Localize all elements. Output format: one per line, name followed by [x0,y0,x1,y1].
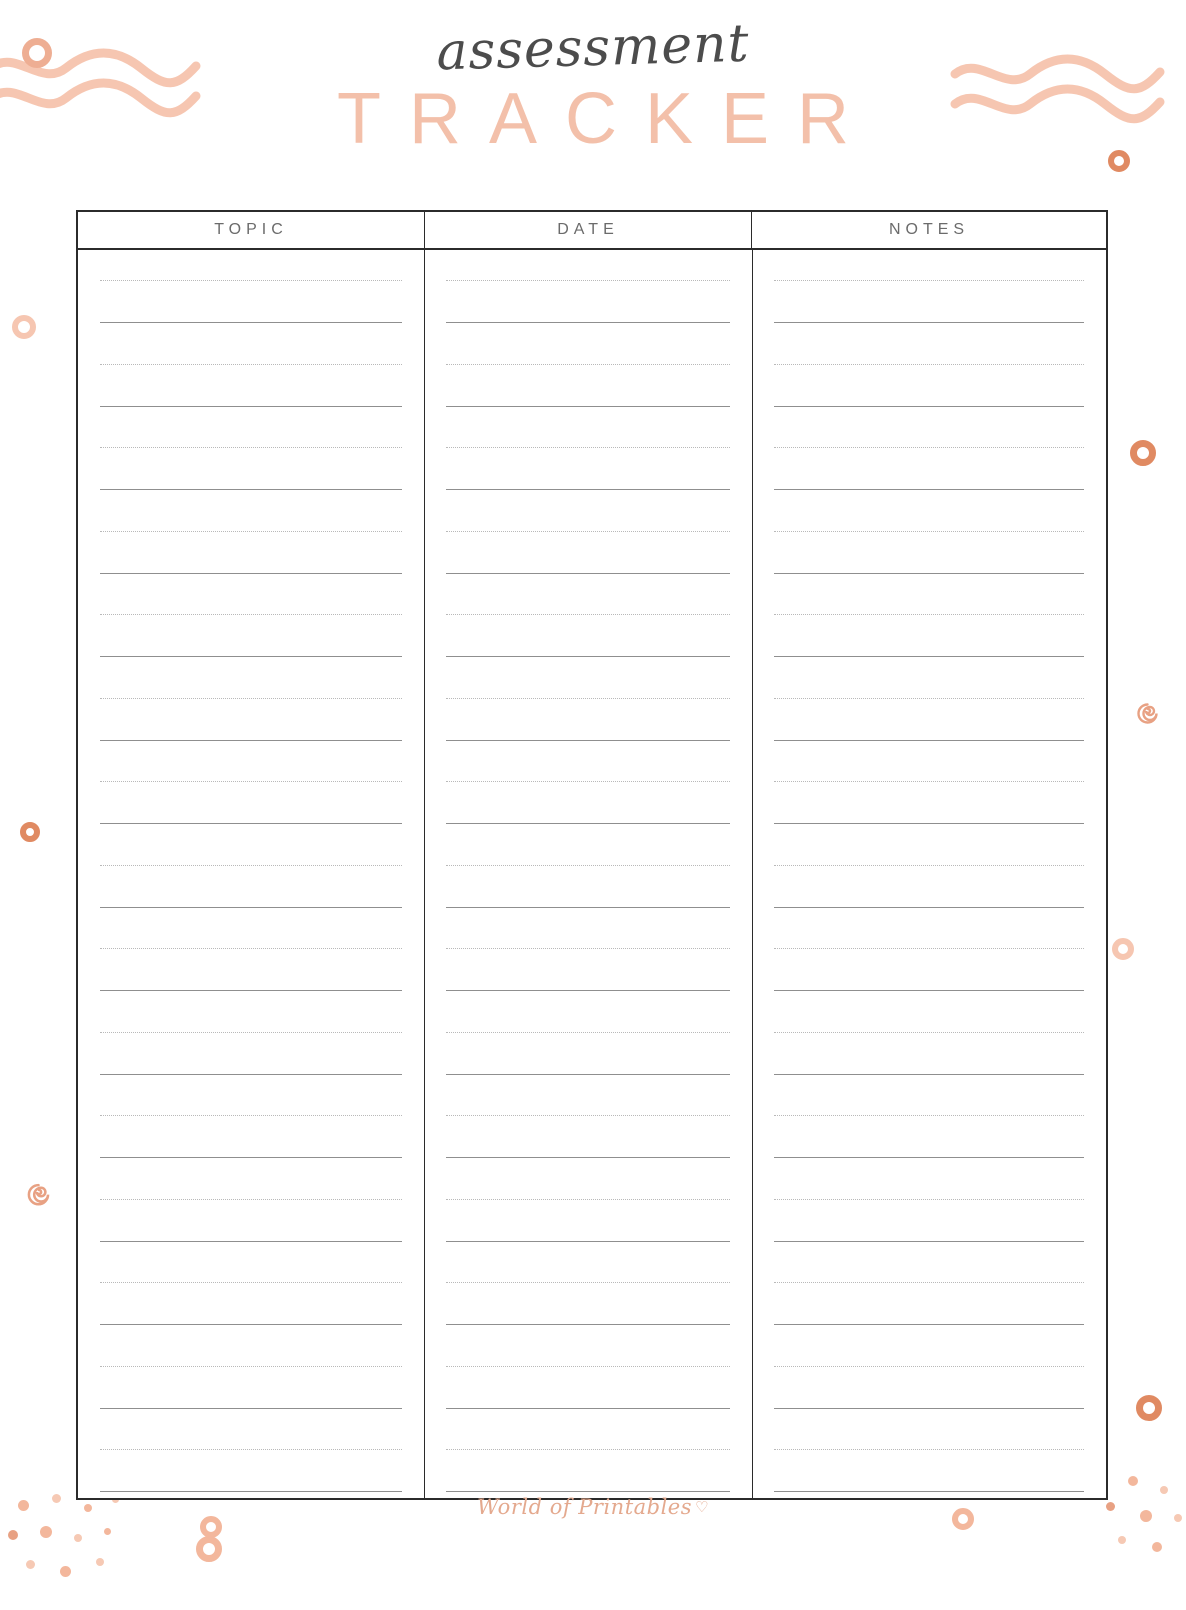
left-spiral-decoration [22,1175,56,1214]
notes-column[interactable] [752,250,1106,1498]
table-row[interactable] [752,584,1106,668]
dotted-writing-line [446,280,730,281]
solid-writing-line [446,656,730,657]
solid-writing-line [446,1408,730,1409]
solid-writing-line [774,1324,1084,1325]
dotted-writing-line [100,364,402,365]
dotted-writing-line [774,364,1084,365]
solid-writing-line [100,1491,402,1492]
solid-writing-line [446,1241,730,1242]
table-row[interactable] [78,668,424,752]
circle-ring-icon [1112,938,1134,960]
dotted-writing-line [446,531,730,532]
page-title: TRACKER [336,79,878,159]
table-row[interactable] [752,918,1106,1002]
solid-writing-line [100,823,402,824]
dotted-writing-line [100,531,402,532]
solid-writing-line [774,1157,1084,1158]
dotted-writing-line [446,447,730,448]
dotted-writing-line [446,1282,730,1283]
dotted-writing-line [774,1282,1084,1283]
dotted-writing-line [100,1199,402,1200]
table-row[interactable] [78,501,424,585]
circle-ring-icon [200,1516,222,1538]
table-row[interactable] [424,417,752,501]
solid-writing-line [774,1074,1084,1075]
dotted-writing-line [100,1449,402,1450]
circle-ring-icon [196,1536,222,1562]
table-row[interactable] [752,1419,1106,1503]
table-row[interactable] [752,751,1106,835]
dotted-writing-line [446,1115,730,1116]
assessment-tracker-table [76,210,1108,1500]
dotted-writing-line [100,1032,402,1033]
table-row[interactable] [424,1169,752,1253]
right-ring-decoration-3 [1112,938,1134,960]
table-row[interactable] [78,918,424,1002]
solid-writing-line [774,1408,1084,1409]
table-row[interactable] [424,501,752,585]
solid-writing-line [100,1157,402,1158]
solid-writing-line [774,489,1084,490]
page-header [0,0,1186,195]
solid-writing-line [774,740,1084,741]
table-row[interactable] [424,1336,752,1420]
solid-writing-line [100,990,402,991]
table-row[interactable] [752,1002,1106,1086]
solid-writing-line [100,489,402,490]
solid-writing-line [446,740,730,741]
dotted-writing-line [100,280,402,281]
dotted-writing-line [446,1449,730,1450]
table-row[interactable] [752,1252,1106,1336]
solid-writing-line [774,1491,1084,1492]
table-row[interactable] [752,1169,1106,1253]
solid-writing-line [100,1324,402,1325]
left-ring-decoration-1 [12,315,36,339]
solid-writing-line [100,322,402,323]
page-subtitle: assessment [435,13,751,83]
right-spiral-decoration [1132,695,1164,732]
dotted-writing-line [774,1032,1084,1033]
solid-writing-line [774,907,1084,908]
table-row[interactable] [424,1002,752,1086]
dotted-writing-line [100,614,402,615]
dotted-writing-line [100,948,402,949]
solid-writing-line [446,406,730,407]
table-row[interactable] [424,1252,752,1336]
topic-column[interactable] [78,250,424,1498]
circle-ring-icon [1130,440,1156,466]
table-row[interactable] [752,501,1106,585]
dotted-writing-line [774,531,1084,532]
dotted-writing-line [446,948,730,949]
table-row[interactable] [78,417,424,501]
table-row[interactable] [424,751,752,835]
circle-ring-icon [20,822,40,842]
column-header-notes: NOTES [888,221,970,238]
solid-writing-line [774,406,1084,407]
dotted-writing-line [100,865,402,866]
table-row[interactable] [424,918,752,1002]
circle-ring-icon [12,315,36,339]
table-row[interactable] [752,334,1106,418]
solid-writing-line [446,990,730,991]
table-row[interactable] [78,1252,424,1336]
bottom-left-small-ring [200,1516,222,1538]
solid-writing-line [446,1324,730,1325]
solid-writing-line [100,907,402,908]
column-header-topic: TOPIC [214,221,288,238]
table-row[interactable] [424,250,752,334]
table-row[interactable] [752,417,1106,501]
solid-writing-line [446,322,730,323]
table-body [78,250,1106,1498]
dotted-writing-line [774,447,1084,448]
solid-writing-line [100,1074,402,1075]
table-row[interactable] [752,835,1106,919]
table-row[interactable] [752,250,1106,334]
dotted-writing-line [446,698,730,699]
table-row[interactable] [78,1085,424,1169]
solid-writing-line [100,740,402,741]
table-row[interactable] [424,1419,752,1503]
dotted-writing-line [446,781,730,782]
dotted-writing-line [100,1115,402,1116]
solid-writing-line [774,1241,1084,1242]
solid-writing-line [446,573,730,574]
dotted-writing-line [100,698,402,699]
left-ring-decoration-2 [20,822,40,842]
table-row[interactable] [78,751,424,835]
footer-brand-text: World of Printables [477,1495,693,1519]
dotted-writing-line [446,865,730,866]
table-row[interactable] [78,250,424,334]
table-row[interactable] [424,1085,752,1169]
solid-writing-line [446,489,730,490]
dotted-writing-line [774,865,1084,866]
table-row[interactable] [752,668,1106,752]
table-row[interactable] [78,1169,424,1253]
table-row[interactable] [78,835,424,919]
solid-writing-line [774,573,1084,574]
dotted-writing-line [774,698,1084,699]
table-row[interactable] [424,334,752,418]
table-row[interactable] [424,584,752,668]
solid-writing-line [446,1074,730,1075]
dotted-writing-line [446,614,730,615]
table-row[interactable] [752,1085,1106,1169]
right-ring-decoration-4 [1136,1395,1162,1421]
dotted-writing-line [446,1032,730,1033]
solid-writing-line [446,907,730,908]
table-row[interactable] [78,334,424,418]
dotted-writing-line [774,1449,1084,1450]
solid-writing-line [774,322,1084,323]
dotted-writing-line [774,1199,1084,1200]
solid-writing-line [774,823,1084,824]
date-column[interactable] [424,250,752,1498]
dotted-writing-line [774,1366,1084,1367]
footer-brand [0,1495,1186,1519]
solid-writing-line [100,406,402,407]
spiral-icon [1132,695,1164,727]
table-row[interactable] [78,1002,424,1086]
dotted-writing-line [446,364,730,365]
spiral-icon [22,1175,56,1209]
table-row[interactable] [424,668,752,752]
solid-writing-line [774,990,1084,991]
dotted-writing-line [446,1199,730,1200]
table-row[interactable] [78,1419,424,1503]
dotted-writing-line [446,1366,730,1367]
dotted-writing-line [100,1282,402,1283]
circle-ring-icon [1136,1395,1162,1421]
solid-writing-line [774,656,1084,657]
dotted-writing-line [774,948,1084,949]
solid-writing-line [100,1408,402,1409]
solid-writing-line [100,573,402,574]
dotted-writing-line [774,614,1084,615]
solid-writing-line [100,656,402,657]
dotted-writing-line [100,1366,402,1367]
solid-writing-line [446,1491,730,1492]
heart-icon: ♡ [695,1498,709,1516]
dotted-writing-line [774,781,1084,782]
solid-writing-line [446,823,730,824]
table-header-row [78,212,1106,250]
dotted-writing-line [774,280,1084,281]
solid-writing-line [100,1241,402,1242]
solid-writing-line [446,1157,730,1158]
dotted-writing-line [100,781,402,782]
table-row[interactable] [752,1336,1106,1420]
right-ring-decoration-2 [1130,440,1156,466]
dotted-writing-line [774,1115,1084,1116]
table-row[interactable] [424,835,752,919]
dotted-writing-line [100,447,402,448]
column-header-date: DATE [424,212,752,248]
table-row[interactable] [78,1336,424,1420]
table-row[interactable] [78,584,424,668]
